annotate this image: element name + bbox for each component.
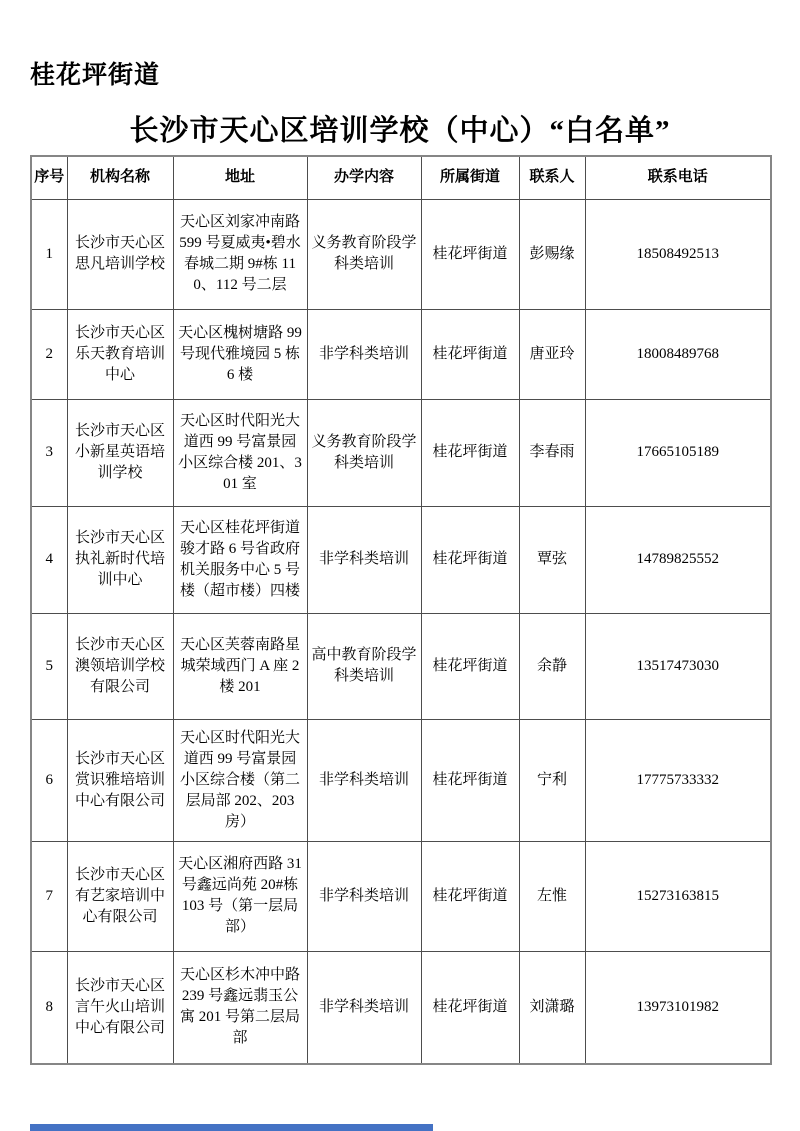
cell-street: 桂花坪街道 [421,199,519,309]
cell-content: 非学科类培训 [307,309,421,399]
cell-phone: 17665105189 [585,399,771,506]
cell-contact: 彭赐缘 [519,199,585,309]
table-row [31,719,771,841]
cell-contact: 余静 [519,613,585,719]
cell-contact: 刘潇璐 [519,951,585,1064]
cell-street: 桂花坪街道 [421,951,519,1064]
cell-no: 5 [31,613,67,719]
cell-street: 桂花坪街道 [421,841,519,951]
cell-phone: 18508492513 [585,199,771,309]
cell-contact: 覃弦 [519,506,585,613]
cell-name: 长沙市天心区乐天教育培训中心 [67,309,173,399]
table-header-row [31,156,771,199]
cell-street: 桂花坪街道 [421,399,519,506]
cell-address: 天心区刘家冲南路 599 号夏威夷•碧水春城二期 9#栋 110、112 号二层 [173,199,307,309]
cell-name: 长沙市天心区言午火山培训中心有限公司 [67,951,173,1064]
cell-contact: 左惟 [519,841,585,951]
cell-street: 桂花坪街道 [421,719,519,841]
table-row [31,613,771,719]
page-title: 长沙市天心区培训学校（中心）“白名单” [129,115,671,147]
col-header-address: 地址 [173,156,307,199]
cell-address: 天心区槐树塘路 99 号现代雅境园 5 栋 6 楼 [173,309,307,399]
cell-address: 天心区杉木冲中路 239 号鑫远翡玉公寓 201 号第二层局部 [173,951,307,1064]
cell-address: 天心区时代阳光大道西 99 号富景园小区综合楼 201、301 室 [173,399,307,506]
bottom-accent-bar [30,1124,433,1131]
table-row [31,841,771,951]
section-heading: 桂花坪街道 [30,62,161,89]
cell-no: 1 [31,199,67,309]
cell-phone: 15273163815 [585,841,771,951]
cell-no: 8 [31,951,67,1064]
col-header-name: 机构名称 [67,156,173,199]
cell-name: 长沙市天心区澳领培训学校有限公司 [67,613,173,719]
cell-no: 2 [31,309,67,399]
cell-content: 义务教育阶段学科类培训 [307,399,421,506]
cell-street: 桂花坪街道 [421,613,519,719]
cell-street: 桂花坪街道 [421,506,519,613]
table-row [31,951,771,1064]
cell-contact: 李春雨 [519,399,585,506]
cell-no: 6 [31,719,67,841]
cell-content: 非学科类培训 [307,951,421,1064]
col-header-contact: 联系人 [519,156,585,199]
cell-name: 长沙市天心区有艺家培训中心有限公司 [67,841,173,951]
cell-address: 天心区时代阳光大道西 99 号富景园小区综合楼（第二层局部 202、203 房） [173,719,307,841]
table-row [31,506,771,613]
col-header-street: 所属街道 [421,156,519,199]
cell-content: 非学科类培训 [307,719,421,841]
col-header-content: 办学内容 [307,156,421,199]
col-header-no: 序号 [31,156,67,199]
cell-no: 7 [31,841,67,951]
cell-phone: 14789825552 [585,506,771,613]
table-row [31,199,771,309]
col-header-phone: 联系电话 [585,156,771,199]
cell-phone: 13973101982 [585,951,771,1064]
cell-address: 天心区湘府西路 31 号鑫远尚苑 20#栋 103 号（第一层局部） [173,841,307,951]
cell-contact: 宁利 [519,719,585,841]
table-row [31,399,771,506]
cell-address: 天心区芙蓉南路星城荣域西门 A 座 2 楼 201 [173,613,307,719]
whitelist-table [30,155,772,1065]
cell-address: 天心区桂花坪街道骏才路 6 号省政府机关服务中心 5 号楼（超市楼）四楼 [173,506,307,613]
cell-phone: 17775733332 [585,719,771,841]
cell-phone: 18008489768 [585,309,771,399]
cell-content: 义务教育阶段学科类培训 [307,199,421,309]
cell-content: 高中教育阶段学科类培训 [307,613,421,719]
cell-name: 长沙市天心区思凡培训学校 [67,199,173,309]
cell-content: 非学科类培训 [307,841,421,951]
cell-phone: 13517473030 [585,613,771,719]
cell-no: 4 [31,506,67,613]
cell-content: 非学科类培训 [307,506,421,613]
cell-name: 长沙市天心区执礼新时代培训中心 [67,506,173,613]
cell-no: 3 [31,399,67,506]
cell-street: 桂花坪街道 [421,309,519,399]
cell-contact: 唐亚玲 [519,309,585,399]
cell-name: 长沙市天心区赏识雅培培训中心有限公司 [67,719,173,841]
table-row [31,309,771,399]
cell-name: 长沙市天心区小新星英语培训学校 [67,399,173,506]
